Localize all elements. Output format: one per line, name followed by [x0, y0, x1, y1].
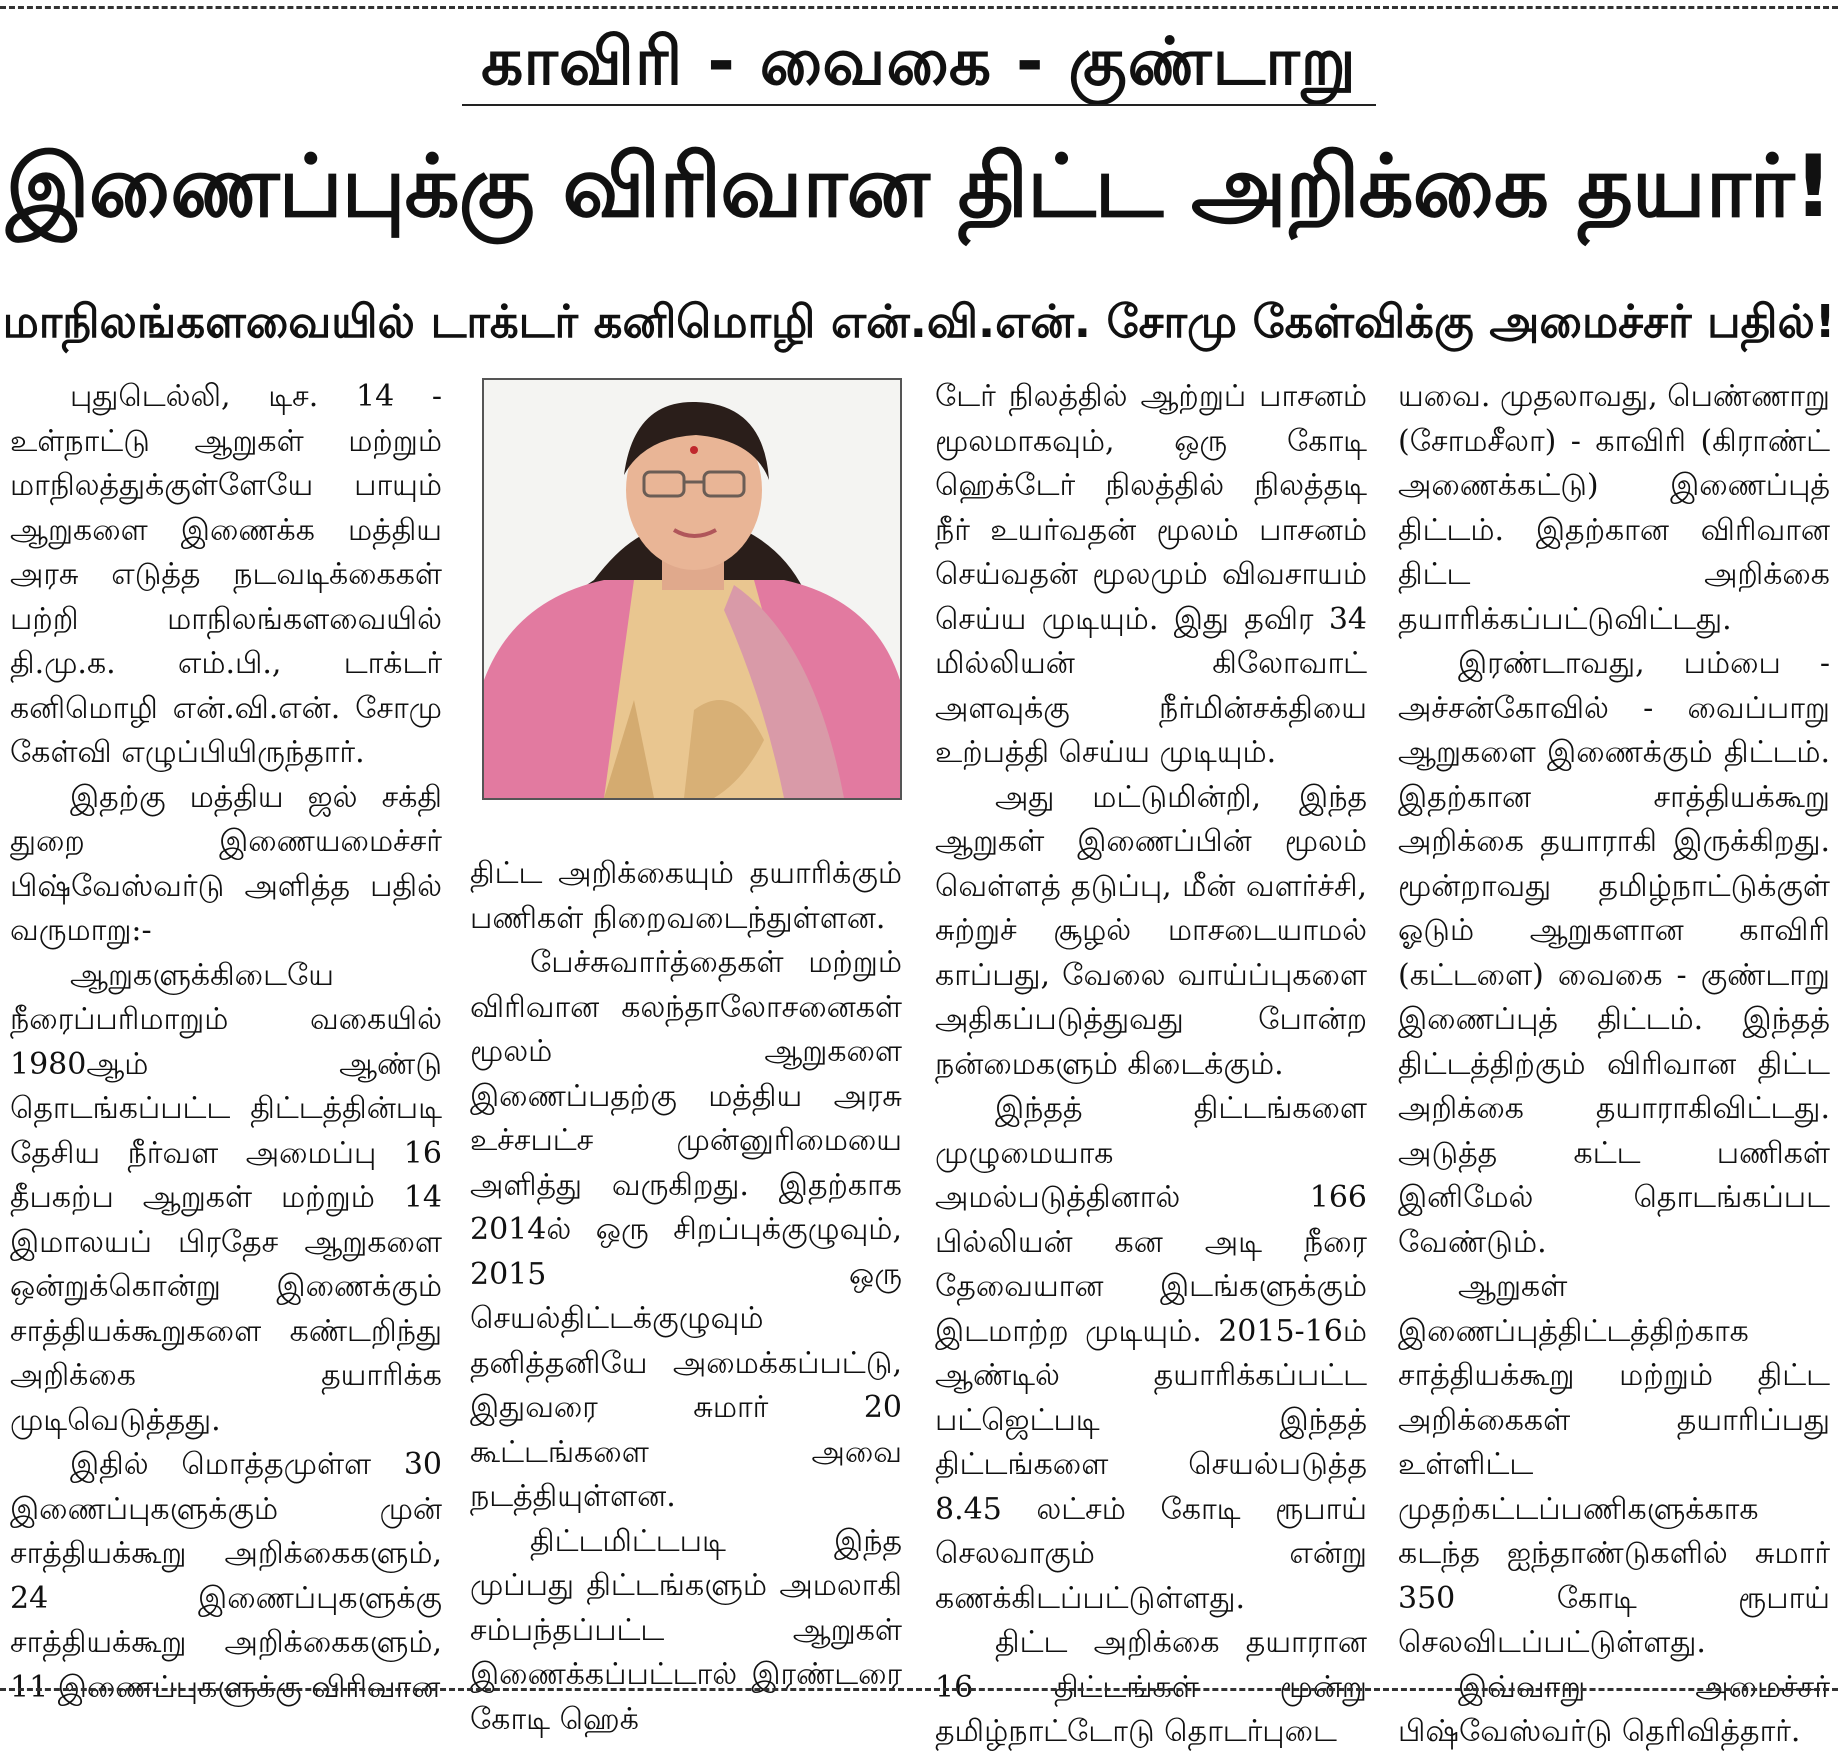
- article-column-4: [1398, 375, 1830, 1749]
- column-paragraph: திட்ட அறிக்கை தயாரான 16 திட்டங்கள் மூன்று தமிழ்நாட்டோடு தொடர்புடை: [935, 1625, 1367, 1749]
- column-paragraph: இவ்வாறு அமைச்சர் பிஷ்வேஸ்வர்டு தெரிவித்தார்.: [1398, 1669, 1830, 1749]
- column-paragraph: ஆறுகளுக்கிடையே நீரைப்பரிமாறும் வகையில் 1980ஆம் ஆண்டு தொடங்கப்பட்ட திட்டத்தின்படி தேசிய நீர்வள அமைப்பு 16 தீபகற்ப ஆறுகள் மற்றும் 14 இமாலயப் பிரதேச ஆறுகளை ஒன்றுக்கொன்று இணைக்கும் சாத்தியக்கூறுகளை கண்டறிந்து அறிக்கை தயாரிக்க முடிவெடுத்தது.: [10, 957, 442, 1438]
- portrait-illustration: [484, 380, 900, 798]
- column-paragraph: திட்டமிட்டபடி இந்த முப்பது திட்டங்களும் அமலாகி சம்பந்தப்பட்ட ஆறுகள் இணைக்கப்பட்டால் இரண்டரை கோடி ஹெக்: [470, 1523, 902, 1737]
- kicker-underline: [462, 104, 1376, 106]
- subheadline: மாநிலங்களவையில் டாக்டர் கனிமொழி என்.வி.என். சோமு கேள்விக்கு அமைச்சர் பதில்!: [2, 295, 1836, 348]
- column-paragraph: டேர் நிலத்தில் ஆற்றுப் பாசனம் மூலமாகவும், ஒரு கோடி ஹெக்டேர் நிலத்தில் நிலத்தடி நீர் உயர்வதன் மூலம் பாசனம் செய்வதன் மூலமும் விவசாயம் செய்ய முடியும். இது தவிர 34 மில்லியன் கிலோவாட் அளவுக்கு நீர்மின்சக்தியை உற்பத்தி செய்ய முடியும்.: [935, 379, 1367, 770]
- column-paragraph: இரண்டாவது, பம்பை - அச்சன்கோவில் - வைப்பாறு ஆறுகளை இணைக்கும் திட்டம். இதற்கான சாத்தியக்கூறு அறிக்கை தயாராகி இருக்கிறது. மூன்றாவது தமிழ்நாட்டுக்குள் ஓடும் ஆறுகளான காவிரி (கட்டளை) வைகை - குண்டாறு இணைப்புத் திட்டம். இந்தத் திட்டத்திற்கும் விரிவான திட்ட அறிக்கை தயாராகிவிட்டது. அடுத்த கட்ட பணிகள் இனிமேல் தொடங்கப்பட வேண்டும்.: [1398, 646, 1830, 1260]
- column-paragraph: அது மட்டுமின்றி, இந்த ஆறுகள் இணைப்பின் மூலம் வெள்ளத் தடுப்பு, மீன் வளர்ச்சி, சுற்றுச் சூழல் மாசடையாமல் காப்பது, வேலை வாய்ப்புகளை அதிகப்படுத்துவது போன்ற நன்மைகளும் கிடைக்கும்.: [935, 779, 1367, 1082]
- article-column-3: [935, 375, 1367, 1749]
- portrait-photo: [482, 378, 902, 800]
- article-column-1: [10, 375, 442, 1705]
- bottom-dashed-border: [0, 1688, 1838, 1691]
- headline: இணைப்புக்கு விரிவான திட்ட அறிக்கை தயார்!: [6, 137, 1832, 237]
- column-paragraph: புதுடெல்லி, டிச. 14 - உள்நாட்டு ஆறுகள் மற்றும் மாநிலத்துக்குள்ளேயே பாயும் ஆறுகளை இணைக்க மத்திய அரசு எடுத்த நடவடிக்கைகள் பற்றி மாநிலங்களவையில் தி.மு.க. எம்.பி., டாக்டர் கனிமொழி என்.வி.என். சோமு கேள்வி எழுப்பியிருந்தார்.: [10, 379, 442, 770]
- column-paragraph: திட்ட அறிக்கையும் தயாரிக்கும் பணிகள் நிறைவடைந்துள்ளன.: [470, 856, 902, 936]
- column-paragraph: இந்தத் திட்டங்களை முழுமையாக அமல்படுத்தினால் 166 பில்லியன் கன அடி நீரை தேவையான இடங்களுக்கும் இடமாற்ற முடியும். 2015-16ம் ஆண்டில் தயாரிக்கப்பட்ட பட்ஜெட்படி இந்தத் திட்டங்களை செயல்படுத்த 8.45 லட்சம் கோடி ரூபாய் செலவாகும் என்று கணக்கிடப்பட்டுள்ளது.: [935, 1091, 1367, 1616]
- column-paragraph: யவை. முதலாவது, பெண்ணாறு (சோமசீலா) - காவிரி (கிராண்ட் அணைக்கட்டு) இணைப்புத் திட்டம். இதற்கான விரிவான திட்ட அறிக்கை தயாரிக்கப்பட்டுவிட்டது.: [1398, 379, 1830, 637]
- column-paragraph: பேச்சுவார்த்தைகள் மற்றும் விரிவான கலந்தாலோசனைகள் மூலம் ஆறுகளை இணைப்பதற்கு மத்திய அரசு உச்சபட்ச முன்னுரிமையை அளித்து வருகிறது. இதற்காக 2014ல் ஒரு சிறப்புக்குழுவும், 2015 ஒரு செயல்திட்டக்குழுவும் தனித்தனியே அமைக்கப்பட்டு, இதுவரை சுமார் 20 கூட்டங்களை அவை நடத்தியுள்ளன.: [470, 945, 902, 1514]
- article-column-2: [470, 852, 902, 1737]
- kicker-heading: காவிரி - வைகை - குண்டாறு: [481, 23, 1357, 100]
- top-dashed-border: [0, 6, 1838, 9]
- column-paragraph: ஆறுகள் இணைப்புத்திட்டத்திற்காக சாத்தியக்கூறு மற்றும் திட்ட அறிக்கைகள் தயாரிப்பது உள்ளிட்ட முதற்கட்டப்பணிகளுக்காக கடந்த ஐந்தாண்டுகளில் சுமார் 350 கோடி ரூபாய் செலவிடப்பட்டுள்ளது.: [1398, 1269, 1830, 1660]
- column-paragraph: இதற்கு மத்திய ஜல் சக்தி துறை இணையமைச்சர் பிஷ்வேஸ்வர்டு அளித்த பதில் வருமாறு:-: [10, 779, 442, 948]
- column-paragraph: இதில் மொத்தமுள்ள 30 இணைப்புகளுக்கும் முன் சாத்தியக்கூறு அறிக்கைகளும், 24 இணைப்புகளுக்கு சாத்தியக்கூறு அறிக்கைகளும், 11 இணைப்புகளுக்கு விரிவான: [10, 1447, 442, 1705]
